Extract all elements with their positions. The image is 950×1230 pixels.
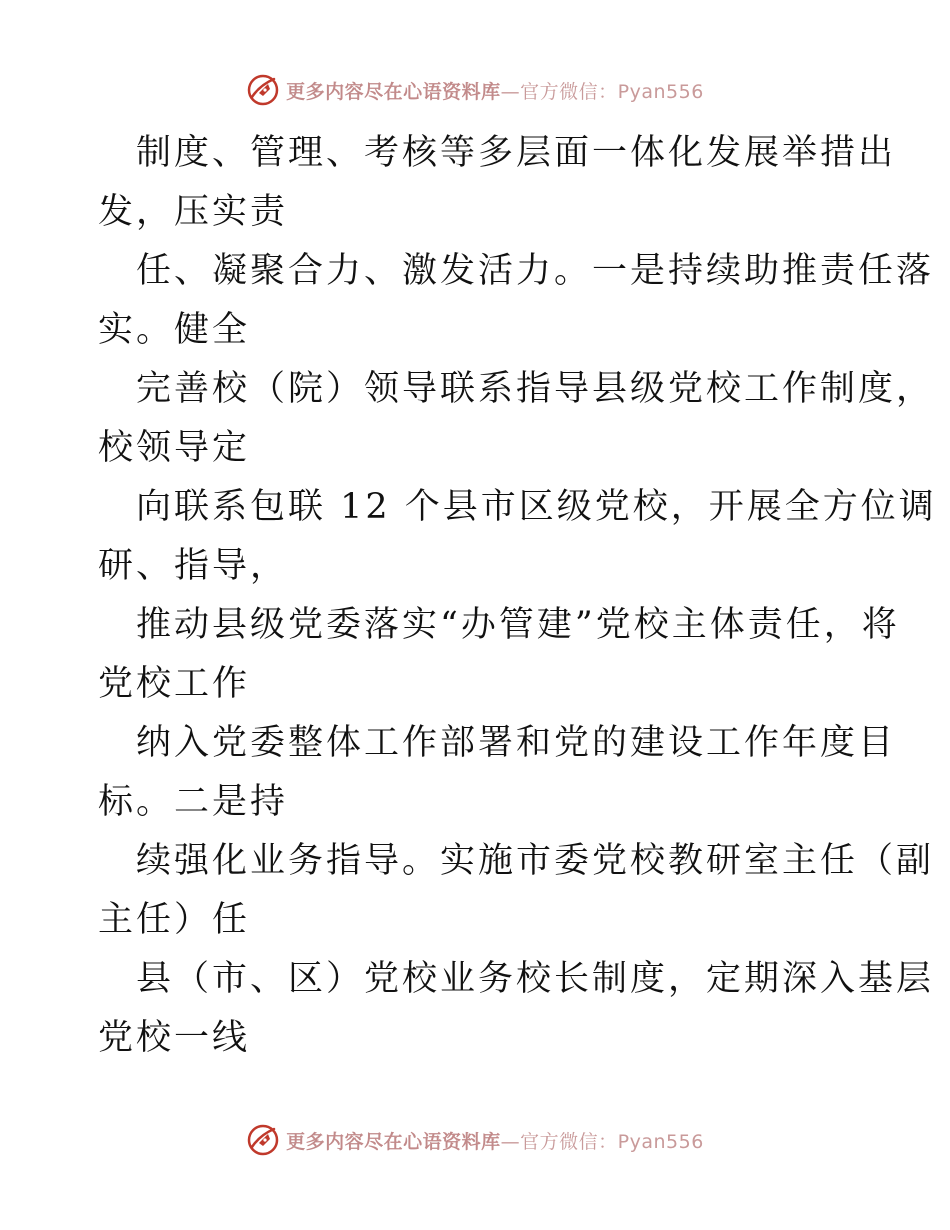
document-body — [98, 124, 937, 1068]
pen-nib-logo-icon — [246, 1123, 280, 1157]
header-banner-text — [286, 77, 704, 104]
footer-banner-title: 更多内容尽在心语资料库 — [286, 1130, 501, 1153]
footer-banner-text — [286, 1127, 704, 1154]
body-line: 主任）任 — [98, 900, 251, 940]
body-line: 推动县级党委落实“办管建”党校主体责任，将 — [136, 605, 900, 645]
body-line: 标。二是持 — [98, 782, 289, 822]
body-line: 制度、管理、考核等多层面一体化发展举措出 — [136, 133, 897, 173]
body-line: 完善校（院）领导联系指导县级党校工作制度， — [136, 369, 935, 409]
body-line: 向联系包联 12 个县市区级党校，开展全方位调 — [136, 487, 937, 527]
body-line: 研、指导， — [98, 546, 289, 586]
body-line: 校领导定 — [98, 428, 251, 468]
body-line: 纳入党委整体工作部署和党的建设工作年度目 — [136, 723, 897, 763]
body-line: 实。健全 — [98, 310, 251, 350]
body-line: 县（市、区）党校业务校长制度，定期深入基层 — [136, 959, 935, 999]
body-line: 续强化业务指导。实施市委党校教研室主任（副 — [136, 841, 935, 881]
body-line: 发，压实责 — [98, 192, 289, 232]
pen-nib-logo-icon — [246, 73, 280, 107]
body-line: 任、凝聚合力、激发活力。一是持续助推责任落 — [136, 251, 935, 291]
body-line: 党校工作 — [98, 664, 251, 704]
header-banner-contact: —官方微信：Pyan556 — [500, 80, 704, 103]
footer-banner-contact: —官方微信：Pyan556 — [500, 1130, 704, 1153]
footer-banner — [0, 1120, 950, 1160]
header-banner-title: 更多内容尽在心语资料库 — [286, 80, 501, 103]
header-banner — [0, 70, 950, 110]
body-line: 党校一线 — [98, 1018, 251, 1058]
